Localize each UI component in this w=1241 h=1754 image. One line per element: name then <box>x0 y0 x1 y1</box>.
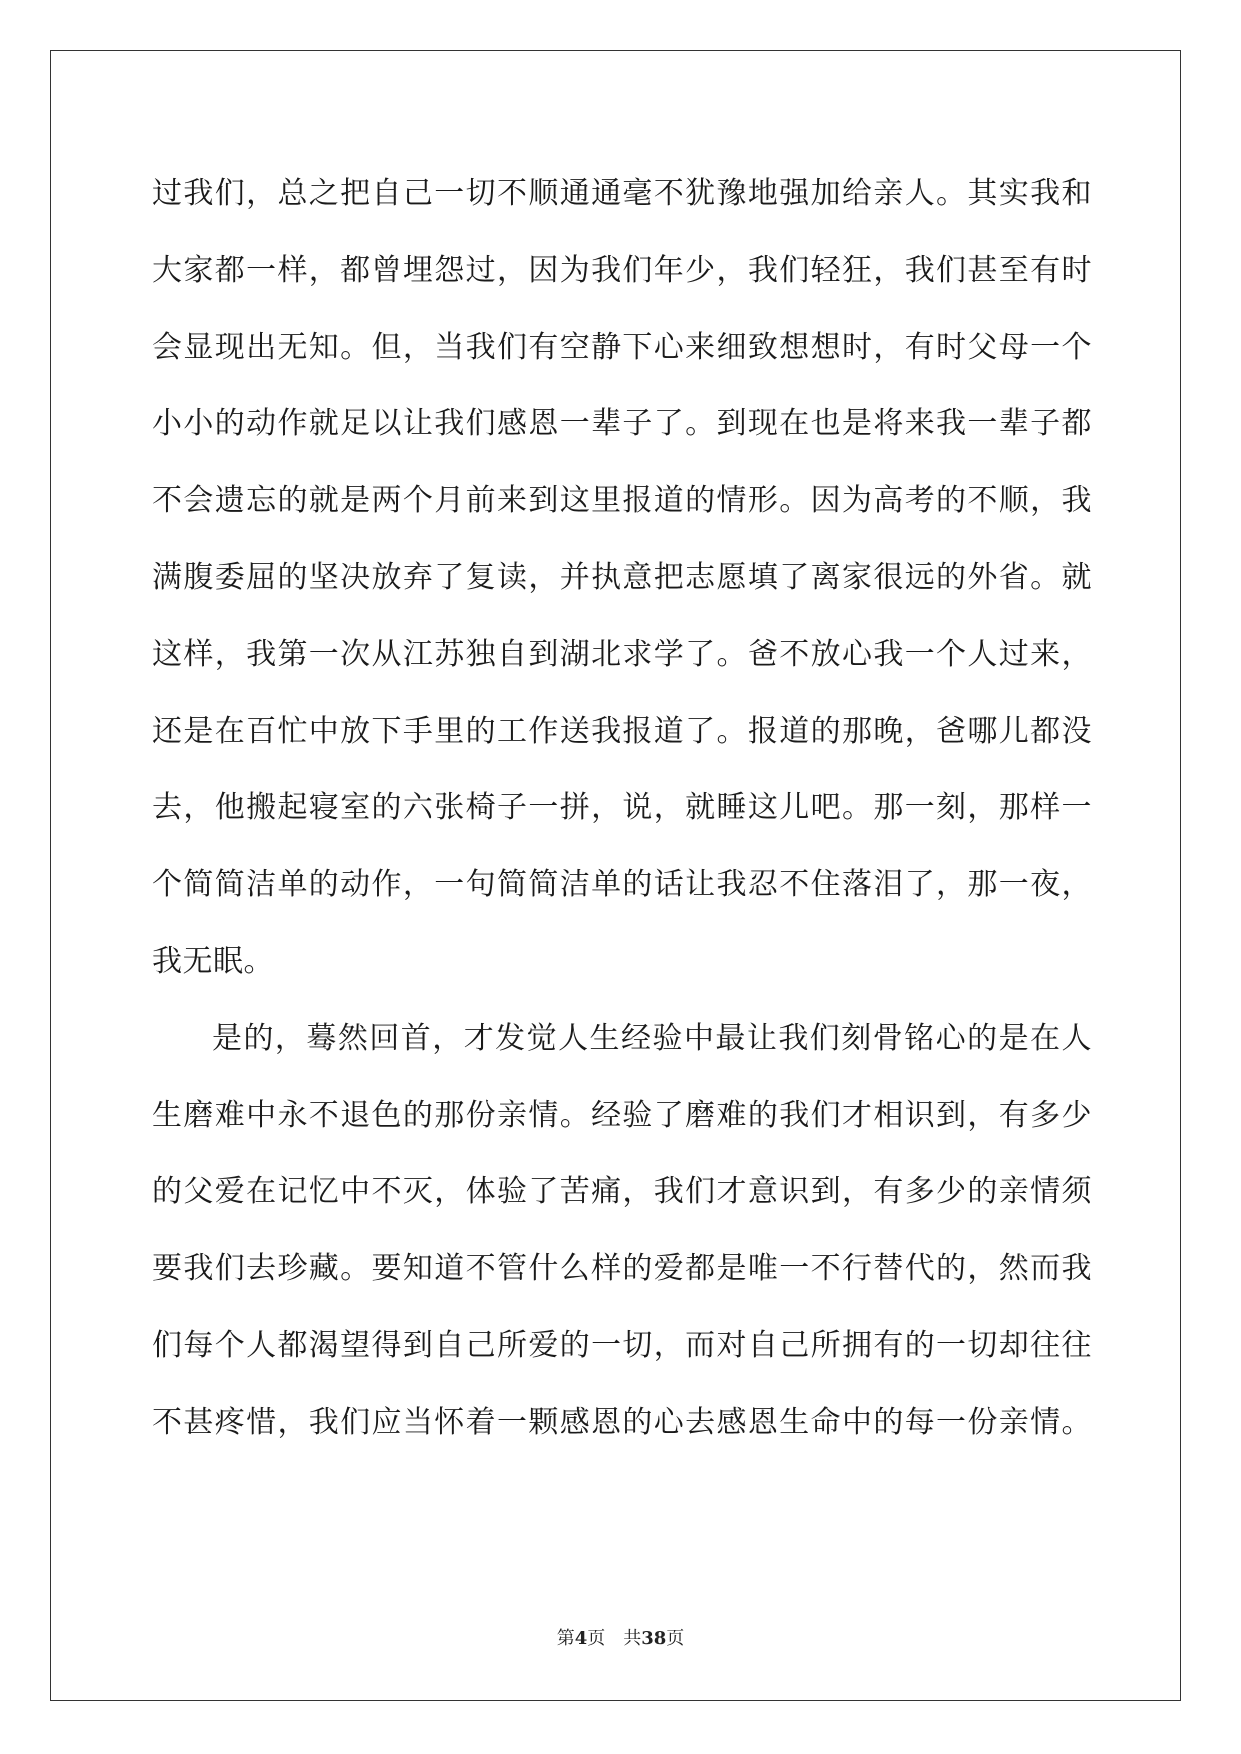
text-line: 这样，我第一次从江苏独自到湖北求学了。爸不放心我一个人过来， <box>152 636 1092 672</box>
text-line: 不甚疼惜，我们应当怀着一颗感恩的心去感恩生命中的每一份亲情。 <box>152 1404 1092 1440</box>
page-footer <box>0 1627 1241 1651</box>
text-line: 小小的动作就足以让我们感恩一辈子了。到现在也是将来我一辈子都 <box>152 406 1092 442</box>
text-line: 要我们去珍藏。要知道不管什么样的爱都是唯一不行替代的，然而我 <box>152 1251 1092 1287</box>
text-line: 还是在百忙中放下手里的工作送我报道了。报道的那晚，爸哪儿都没 <box>152 713 1092 749</box>
text-line: 不会遗忘的就是两个月前来到这里报道的情形。因为高考的不顺，我 <box>152 483 1092 519</box>
text-line: 的父爱在记忆中不灭，体验了苦痛，我们才意识到，有多少的亲情须 <box>152 1174 1092 1210</box>
page-current: 4 <box>574 1628 588 1649</box>
paragraph-start-line: 是的，蓦然回首，才发觉人生经验中最让我们刻骨铭心的是在人 <box>212 1020 1092 1056</box>
text-line: 们每个人都渴望得到自己所爱的一切，而对自己所拥有的一切却往往 <box>152 1327 1092 1363</box>
text-line: 去，他搬起寝室的六张椅子一拼，说，就睡这儿吧。那一刻，那样一 <box>152 790 1092 826</box>
text-line: 大家都一样，都曾埋怨过，因为我们年少，我们轻狂，我们甚至有时 <box>152 252 1092 288</box>
document-body <box>152 156 1092 1462</box>
page-prefix: 第 <box>556 1628 575 1649</box>
text-line: 过我们，总之把自己一切不顺通通毫不犹豫地强加给亲人。其实我和 <box>152 176 1092 211</box>
total-suffix: 页 <box>666 1628 685 1649</box>
text-line: 生磨难中永不退色的那份亲情。经验了磨难的我们才相识到，有多少 <box>152 1097 1092 1133</box>
text-line: 我无眠。 <box>152 943 274 979</box>
text-line: 会显现出无知。但，当我们有空静下心来细致想想时，有时父母一个 <box>152 329 1092 365</box>
page-suffix: 页 <box>587 1628 606 1649</box>
page-total: 38 <box>641 1628 667 1649</box>
text-line: 满腹委屈的坚决放弃了复读，并执意把志愿填了离家很远的外省。就 <box>152 559 1092 595</box>
total-prefix: 共 <box>623 1628 642 1649</box>
text-line: 个简简洁单的动作，一句简简洁单的话让我忍不住落泪了，那一夜， <box>152 867 1092 903</box>
